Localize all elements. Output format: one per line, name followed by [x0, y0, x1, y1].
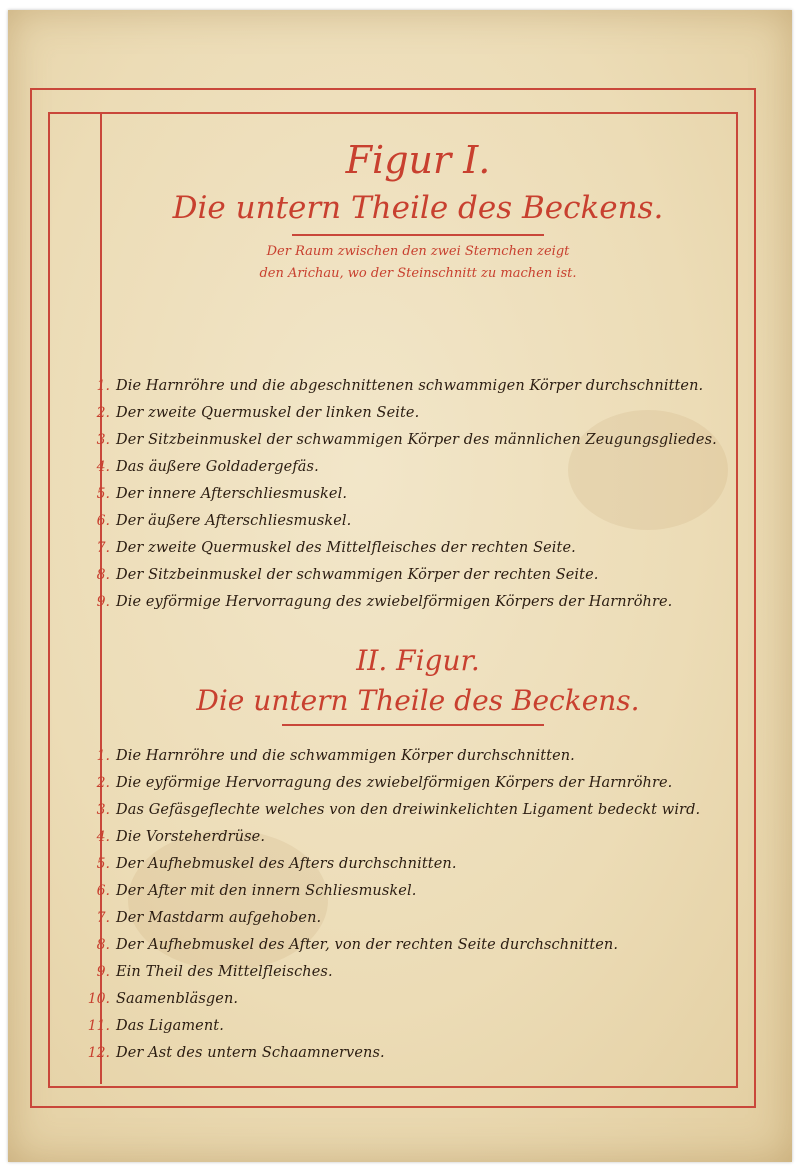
figure1-subheading: Die untern Theile des Beckens.: [172, 190, 664, 226]
legend-item: [84, 405, 419, 431]
legend-item: [84, 486, 347, 512]
legend-number: 1.: [96, 748, 110, 764]
legend-number: 6.: [96, 513, 110, 529]
legend-item: [84, 432, 717, 458]
legend-text: Der innere Afterschliesmuskel.: [116, 486, 348, 502]
legend-text: Ein Theil des Mittelfleisches.: [116, 964, 333, 980]
legend-text: Der zweite Quermuskel der linken Seite.: [116, 405, 420, 421]
figure1-caption-line1: Der Raum zwischen den zwei Sternchen zeigt: [266, 244, 570, 259]
legend-item: [84, 964, 333, 990]
legend-text: Das Gefäsgeflechte welches von den dreiwinkelichten Ligament bedeckt wird.: [116, 802, 701, 818]
legend-item: [84, 540, 576, 566]
legend-item: [84, 567, 598, 593]
legend-number: 3.: [96, 802, 110, 818]
legend-text: Der Ast des untern Schaamnervens.: [116, 1045, 385, 1061]
legend-item: [84, 459, 319, 485]
legend-number: 9.: [96, 594, 110, 610]
legend-text: Die Vorsteherdrüse.: [116, 829, 266, 845]
legend-number: 10.: [87, 991, 110, 1007]
figure2-heading: II. Figur.: [356, 644, 480, 677]
figure1-heading: Figur I.: [345, 138, 491, 182]
figure1-underline: [292, 234, 544, 236]
legend-number: 2.: [96, 405, 110, 421]
legend-item: [84, 991, 238, 1017]
legend-text: Der äußere Afterschliesmuskel.: [116, 513, 352, 529]
legend-text: Das Ligament.: [116, 1018, 224, 1034]
legend-number: 8.: [96, 937, 110, 953]
legend-number: 9.: [96, 964, 110, 980]
legend-text: Der zweite Quermuskel des Mittelfleisches der rechten Seite.: [116, 540, 576, 556]
figure2-subheading: Die untern Theile des Beckens.: [196, 684, 640, 717]
legend-number: 5.: [96, 856, 110, 872]
legend-text: Die Harnröhre und die schwammigen Körper durchschnitten.: [116, 748, 575, 764]
legend-text: Die Harnröhre und die abgeschnittenen schwammigen Körper durchschnitten.: [116, 378, 704, 394]
legend-number: 4.: [96, 459, 110, 475]
figure2-underline: [282, 724, 544, 726]
legend-item: [84, 937, 618, 963]
legend-text: Der Sitzbeinmuskel der schwammigen Körper der rechten Seite.: [116, 567, 599, 583]
figure1-caption-line2: den Arichau, wo der Steinschnitt zu machen ist.: [259, 266, 577, 281]
legend-item: [84, 802, 700, 828]
legend-item: [84, 910, 321, 936]
legend-text: Der Aufhebmuskel des After, von der rechten Seite durchschnitten.: [116, 937, 619, 953]
legend-item: [84, 829, 265, 855]
legend-number: 2.: [96, 775, 110, 791]
legend-number: 4.: [96, 829, 110, 845]
legend-item: [84, 594, 672, 620]
legend-text: Der After mit den innern Schliesmuskel.: [116, 883, 417, 899]
legend-item: [84, 748, 575, 774]
legend-item: [84, 513, 351, 539]
legend-number: 5.: [96, 486, 110, 502]
legend-number: 12.: [87, 1045, 110, 1061]
legend-item: [84, 1018, 224, 1044]
legend-text: Der Sitzbeinmuskel der schwammigen Körper des männlichen Zeugungsgliedes.: [116, 432, 717, 448]
legend-number: 11.: [87, 1018, 110, 1034]
legend-text: Die eyförmige Hervorragung des zwiebelförmigen Körpers der Harnröhre.: [116, 775, 673, 791]
legend-item: [84, 378, 703, 404]
legend-text: Der Mastdarm aufgehoben.: [116, 910, 322, 926]
legend-text: Der Aufhebmuskel des Afters durchschnitten.: [116, 856, 457, 872]
legend-item: [84, 883, 416, 909]
legend-number: 1.: [96, 378, 110, 394]
legend-item: [84, 1045, 385, 1071]
legend-text: Saamenbläsgen.: [116, 991, 239, 1007]
legend-number: 6.: [96, 883, 110, 899]
legend-number: 7.: [96, 540, 110, 556]
legend-number: 3.: [96, 432, 110, 448]
legend-item: [84, 775, 672, 801]
legend-text: Das äußere Goldadergefäs.: [116, 459, 319, 475]
legend-item: [84, 856, 457, 882]
legend-number: 8.: [96, 567, 110, 583]
legend-text: Die eyförmige Hervorragung des zwiebelförmigen Körpers der Harnröhre.: [116, 594, 673, 610]
legend-number: 7.: [96, 910, 110, 926]
